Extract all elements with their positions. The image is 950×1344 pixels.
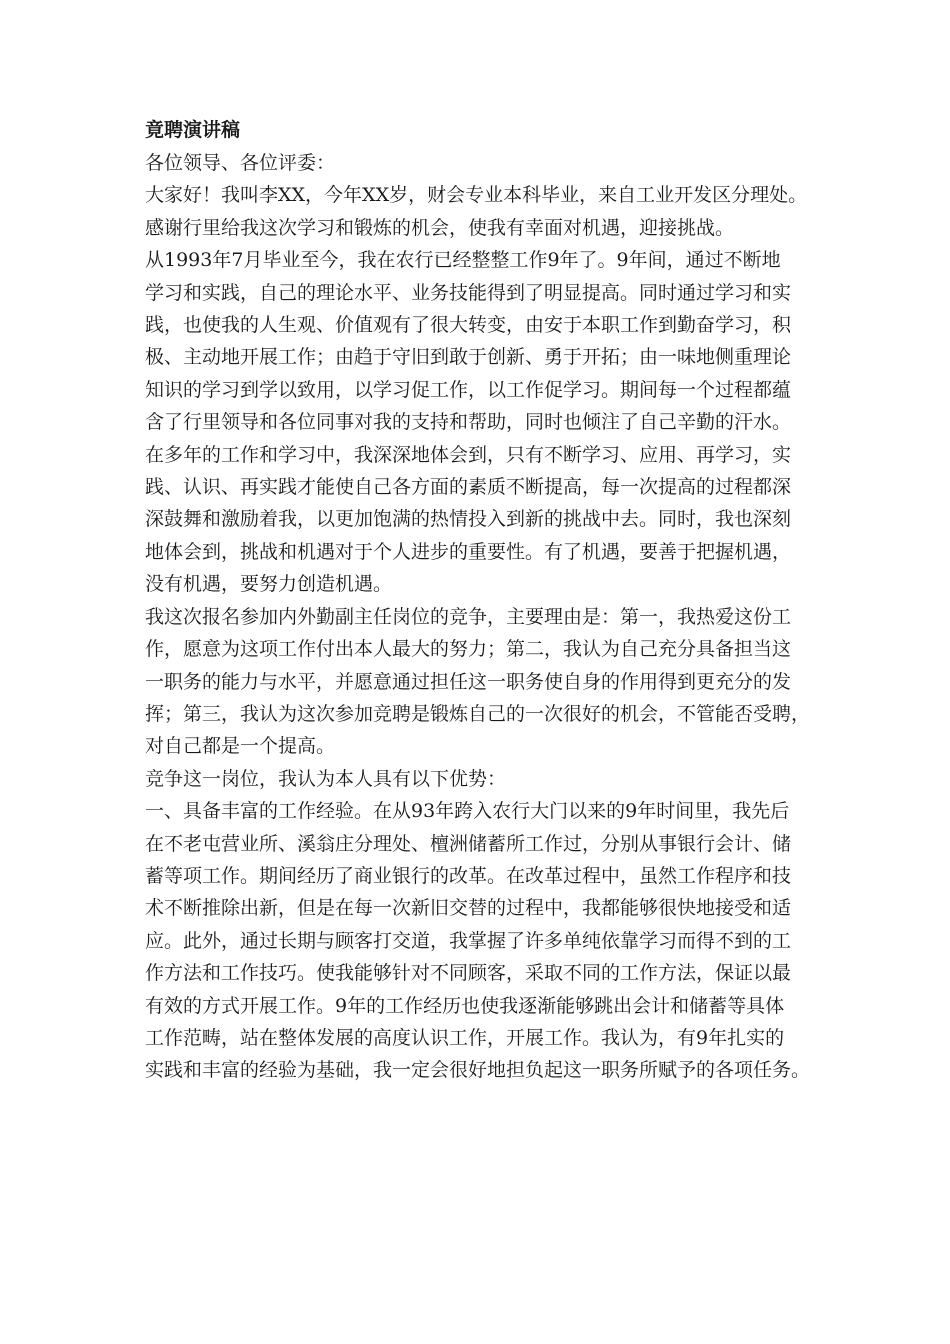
text-line: 在不老屯营业所、溪翁庄分理处、檀洲储蓄所工作过，分别从事银行会计、储 (145, 832, 792, 855)
text-line: 没有机遇，要努力创造机遇。 (145, 573, 393, 596)
text-line: 一职务的能力与水平，并愿意通过担任这一职务使自身的作用得到更充分的发 (145, 670, 792, 693)
text-line: 地体会到，挑战和机遇对于个人进步的重要性。有了机遇，要善于把握机遇， (145, 540, 792, 563)
text-line: 术不断推除出新，但是在每一次新旧交替的过程中，我都能够很快地接受和适 (145, 897, 792, 920)
text-line: 极、主动地开展工作；由趋于守旧到敢于创新、勇于开拓；由一味地侧重理论 (145, 346, 792, 369)
text-line: 各位领导、各位评委： (145, 152, 336, 174)
text-line: 践、认识、再实践才能使自己各方面的素质不断提高，每一次提高的过程都深 (145, 476, 792, 499)
document-title: 竟聘演讲稿 (145, 119, 241, 141)
text-line: 含了行里领导和各位同事对我的支持和帮助，同时也倾注了自己辛勤的汗水。 (145, 411, 792, 434)
text-line: 蓄等项工作。期间经历了商业银行的改革。在改革过程中，虽然工作程序和技 (145, 864, 792, 887)
text-line: 实践和丰富的经验为基础，我一定会很好地担负起这一职务所赋予的各项任务。 (145, 1059, 811, 1082)
text-line: 践，也使我的人生观、价值观有了很大转变，由安于本职工作到勤奋学习，积 (145, 314, 792, 337)
text-line: 从1993年7月毕业至今，我在农行已经整整工作9年了。9年间，通过不断地 (145, 249, 781, 272)
text-line: 作方法和工作技巧。使我能够针对不同顾客，采取不同的工作方法，保证以最 (145, 962, 792, 985)
text-line: 作，愿意为这项工作付出本人最大的努力；第二，我认为自己充分具备担当这 (145, 638, 792, 661)
text-line: 在多年的工作和学习中，我深深地体会到，只有不断学习、应用、再学习，实 (145, 443, 792, 466)
text-line: 一、具备丰富的工作经验。在从93年跨入农行大门以来的9年时间里，我先后 (145, 800, 790, 823)
text-line: 对自己都是一个提高。 (145, 735, 336, 758)
text-line: 有效的方式开展工作。9年的工作经历也使我逐渐能够跳出会计和储蓄等具体 (145, 994, 785, 1017)
text-line: 知识的学习到学以致用，以学习促工作，以工作促学习。期间每一个过程都蕴 (145, 378, 792, 401)
document-body (145, 114, 815, 1087)
text-line: 我这次报名参加内外勤副主任岗位的竞争，主要理由是：第一，我热爱这份工 (145, 605, 792, 628)
text-line: 工作范畴，站在整体发展的高度认识工作，开展工作。我认为，有9年扎实的 (145, 1026, 785, 1049)
text-line: 大家好！我叫李XX，今年XX岁，财会专业本科毕业，来自工业开发区分理处。 (145, 184, 808, 207)
text-line: 挥；第三，我认为这次参加竞聘是锻炼自己的一次很好的机会，不管能否受聘， (145, 702, 811, 725)
document-text (145, 147, 815, 1087)
text-line: 深鼓舞和激励着我，以更加饱满的热情投入到新的挑战中去。同时，我也深刻 (145, 508, 792, 531)
text-line: 感谢行里给我这次学习和锻炼的机会，使我有幸面对机遇，迎接挑战。 (145, 216, 735, 239)
text-line: 应。此外，通过长期与顾客打交道，我掌握了许多单纯依靠学习而得不到的工 (145, 929, 792, 952)
text-line: 竞争这一岗位，我认为本人具有以下优势： (145, 767, 507, 790)
text-line: 学习和实践，自己的理论水平、业务技能得到了明显提高。同时通过学习和实 (145, 281, 792, 304)
